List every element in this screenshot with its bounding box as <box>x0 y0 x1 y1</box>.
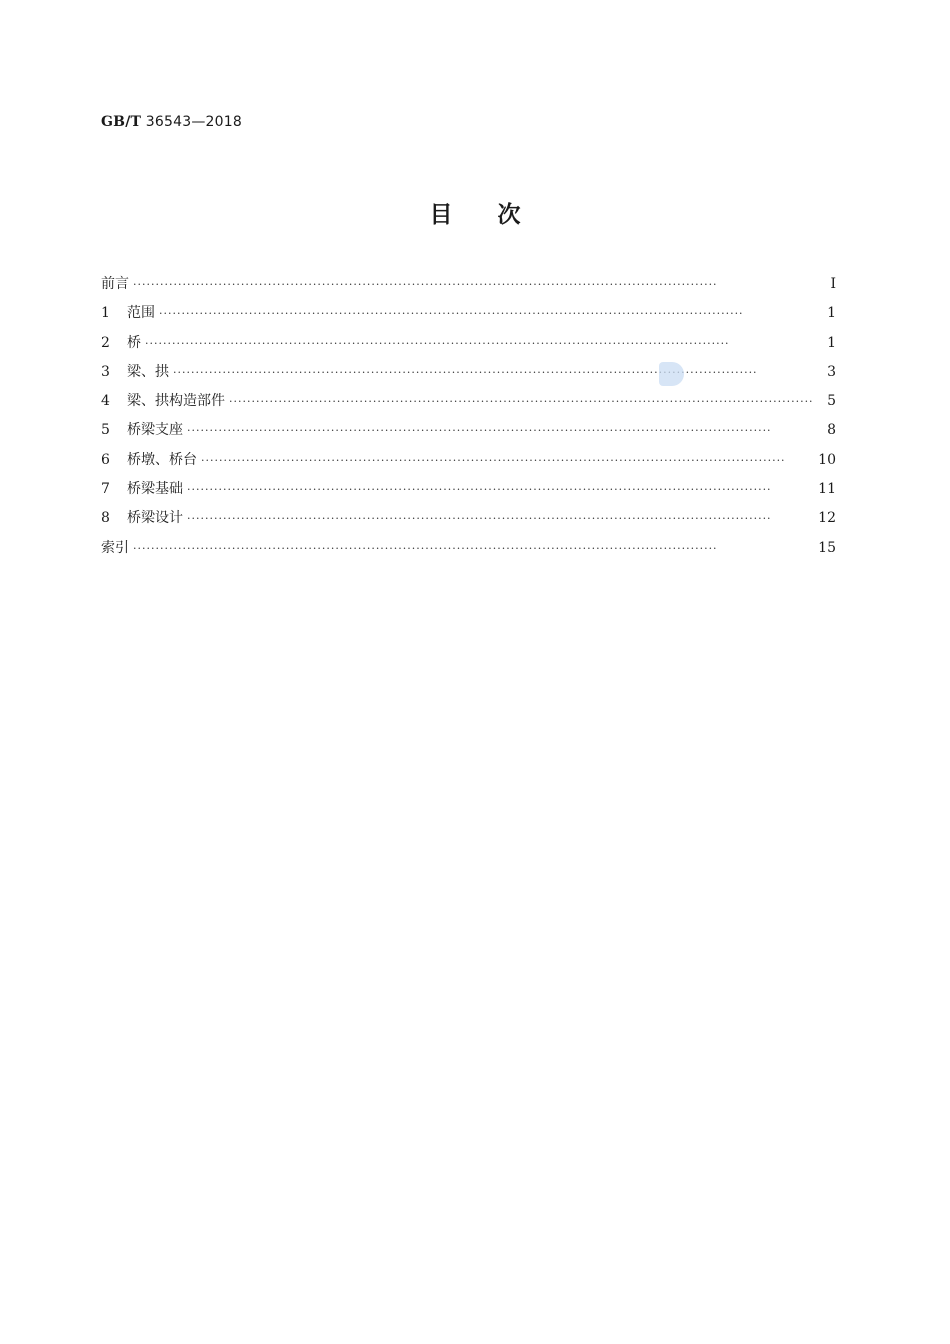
toc-entry-label: 范围 <box>127 305 155 322</box>
toc-entry-1[interactable] <box>101 302 836 331</box>
toc-entry-page: 5 <box>827 393 836 410</box>
toc-entry-page: 1 <box>827 305 836 322</box>
toc-entry-label: 索引 <box>101 539 129 556</box>
toc-entry-6[interactable] <box>101 449 836 478</box>
toc-entry-label: 桥梁支座 <box>127 422 183 439</box>
toc-entry-label: 桥梁基础 <box>127 481 183 498</box>
toc-entry-number: 7 <box>101 481 110 498</box>
toc-entry-3[interactable] <box>101 361 836 390</box>
toc-entry-page: 15 <box>818 539 836 556</box>
toc-entry-number: 1 <box>101 305 110 322</box>
watermark-logo <box>659 362 684 386</box>
dot-leader <box>187 479 812 501</box>
toc-entry-4[interactable] <box>101 390 836 419</box>
standard-code <box>101 114 242 130</box>
toc-entry-number: 4 <box>101 393 110 410</box>
toc-entry-label: 前言 <box>101 276 129 292</box>
toc-entry-foreword[interactable] <box>101 273 836 302</box>
toc-entry-7[interactable] <box>101 478 836 507</box>
dot-leader <box>133 274 812 296</box>
toc-entry-page: Ⅰ <box>830 276 836 292</box>
toc-entry-number: 2 <box>101 334 110 351</box>
toc-entry-page: 10 <box>818 451 836 468</box>
toc-entry-2[interactable] <box>101 332 836 361</box>
toc-entry-label: 梁、拱 <box>127 363 169 380</box>
toc-entry-label: 桥 <box>127 334 141 351</box>
toc-entry-number: 8 <box>101 510 110 527</box>
toc-entry-index[interactable] <box>101 537 836 566</box>
table-of-contents <box>101 273 836 566</box>
dot-leader <box>229 391 812 413</box>
toc-entry-5[interactable] <box>101 419 836 448</box>
dot-leader <box>145 333 812 355</box>
dot-leader <box>133 538 812 560</box>
toc-entry-label: 梁、拱构造部件 <box>127 393 225 410</box>
dot-leader <box>173 362 812 384</box>
standard-number: 36543—2018 <box>145 114 242 130</box>
toc-entry-label: 桥梁设计 <box>127 510 183 527</box>
toc-entry-page: 1 <box>827 334 836 351</box>
toc-entry-number: 6 <box>101 451 110 468</box>
dot-leader <box>187 508 812 530</box>
standard-prefix: GB/T <box>101 114 142 130</box>
toc-title: 目次 <box>429 202 566 228</box>
toc-entry-page: 3 <box>827 363 836 380</box>
dot-leader <box>187 420 812 442</box>
toc-entry-8[interactable] <box>101 507 836 536</box>
dot-leader <box>201 450 812 472</box>
toc-entry-page: 12 <box>818 510 836 527</box>
toc-entry-label: 桥墩、桥台 <box>127 451 197 468</box>
toc-entry-page: 8 <box>827 422 836 439</box>
dot-leader <box>159 303 812 325</box>
toc-entry-number: 5 <box>101 422 110 439</box>
toc-entry-page: 11 <box>818 481 836 498</box>
toc-entry-number: 3 <box>101 363 110 380</box>
